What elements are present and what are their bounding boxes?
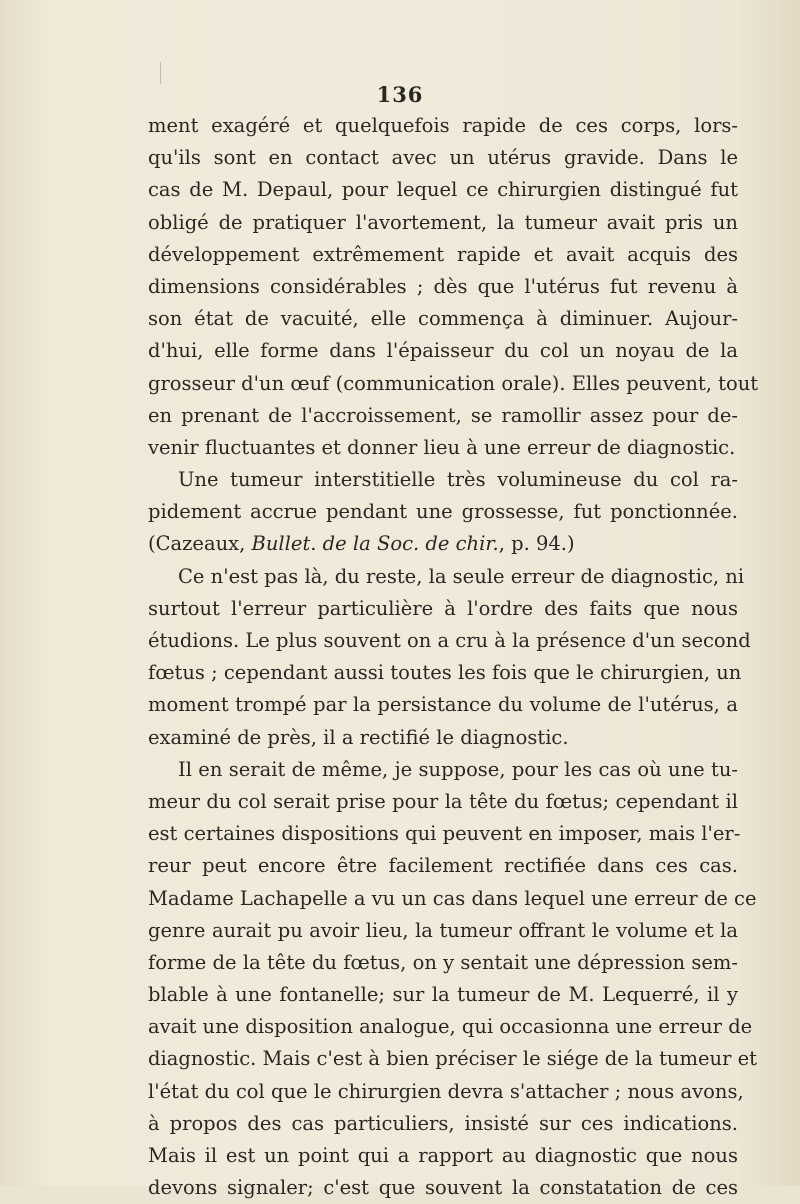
text-line: développement extrêmement rapide et avait acquis des <box>148 242 738 266</box>
text-line: l'état du col que le chirurgien devra s'attacher ; nous avons, <box>148 1079 744 1103</box>
text-line: genre aurait pu avoir lieu, la tumeur offrant le volume et la <box>148 918 738 942</box>
page-edge-mark <box>160 62 161 84</box>
text-line: en prenant de l'accroissement, se ramollir assez pour de- <box>148 403 738 427</box>
text-line: avait une disposition analogue, qui occasionna une erreur de <box>148 1015 753 1039</box>
text-segment: , p. 94.) <box>498 532 575 556</box>
text-line: Ce n'est pas là, du reste, la seule erreur de diagnostic, ni <box>178 564 745 588</box>
text-line: à propos des cas particuliers, insisté sur ces indications. <box>148 1111 738 1135</box>
text-line: d'hui, elle forme dans l'épaisseur du col un noyau de la <box>148 339 738 363</box>
text-line: meur du col serait prise pour la tête du fœtus; cependant il <box>148 789 738 813</box>
text-line: blable à une fontanelle; sur la tumeur de M. Lequerré, il y <box>148 983 738 1007</box>
text-line: Madame Lachapelle a vu un cas dans lequel une erreur de ce <box>148 886 757 910</box>
text-line: forme de la tête du fœtus, on y sentait une dépression sem- <box>148 950 738 974</box>
text-line: cas de M. Depaul, pour lequel ce chirurgien distingué fut <box>148 178 738 202</box>
text-line: ment exagéré et quelquefois rapide de ces corps, lors- <box>148 114 738 137</box>
text-line: diagnostic. Mais c'est à bien préciser le siége de la tumeur et <box>148 1047 757 1071</box>
text-line: étudions. Le plus souvent on a cru à la présence d'un second <box>148 629 751 652</box>
text-line: est certaines dispositions qui peuvent en imposer, mais l'er- <box>148 822 741 846</box>
text-line: Il en serait de même, je suppose, pour les cas où une tu- <box>178 757 738 781</box>
page-number: 136 <box>376 82 424 107</box>
text-line: fœtus ; cependant aussi toutes les fois que le chirurgien, un <box>148 661 742 685</box>
text-line: examiné de près, il a rectifié le diagnostic. <box>148 725 569 749</box>
text-line: grosseur d'un œuf (communication orale). Elles peuvent, tout <box>148 371 759 395</box>
text-line: Mais il est un point qui a rapport au diagnostic que nous <box>148 1144 738 1167</box>
text-line: moment trompé par la persistance du volume de l'utérus, a <box>148 693 738 717</box>
body-text <box>148 110 759 1204</box>
text-line: devons signaler; c'est que souvent la constatation de ces <box>148 1176 738 1200</box>
text-line: pidement accrue pendant une grossesse, fut ponctionnée. <box>148 500 738 524</box>
citation-italic: Bullet. de la Soc. de chir. <box>251 532 499 556</box>
text-line: obligé de pratiquer l'avortement, la tumeur avait pris un <box>148 210 738 234</box>
text-line <box>148 528 738 560</box>
text-segment: (Cazeaux, <box>148 532 252 556</box>
text-line: Une tumeur interstitielle très volumineuse du col ra- <box>178 468 738 492</box>
text-line: surtout l'erreur particulière à l'ordre des faits que nous <box>148 596 738 620</box>
text-line: venir fluctuantes et donner lieu à une erreur de diagnostic. <box>148 435 736 459</box>
text-line: son état de vacuité, elle commença à diminuer. Aujour- <box>148 307 738 331</box>
text-line: dimensions considérables ; dès que l'utérus fut revenu à <box>148 274 738 298</box>
text-line: qu'ils sont en contact avec un utérus gravide. Dans le <box>148 146 738 170</box>
text-line: reur peut encore être facilement rectifiée dans ces cas. <box>148 854 738 878</box>
